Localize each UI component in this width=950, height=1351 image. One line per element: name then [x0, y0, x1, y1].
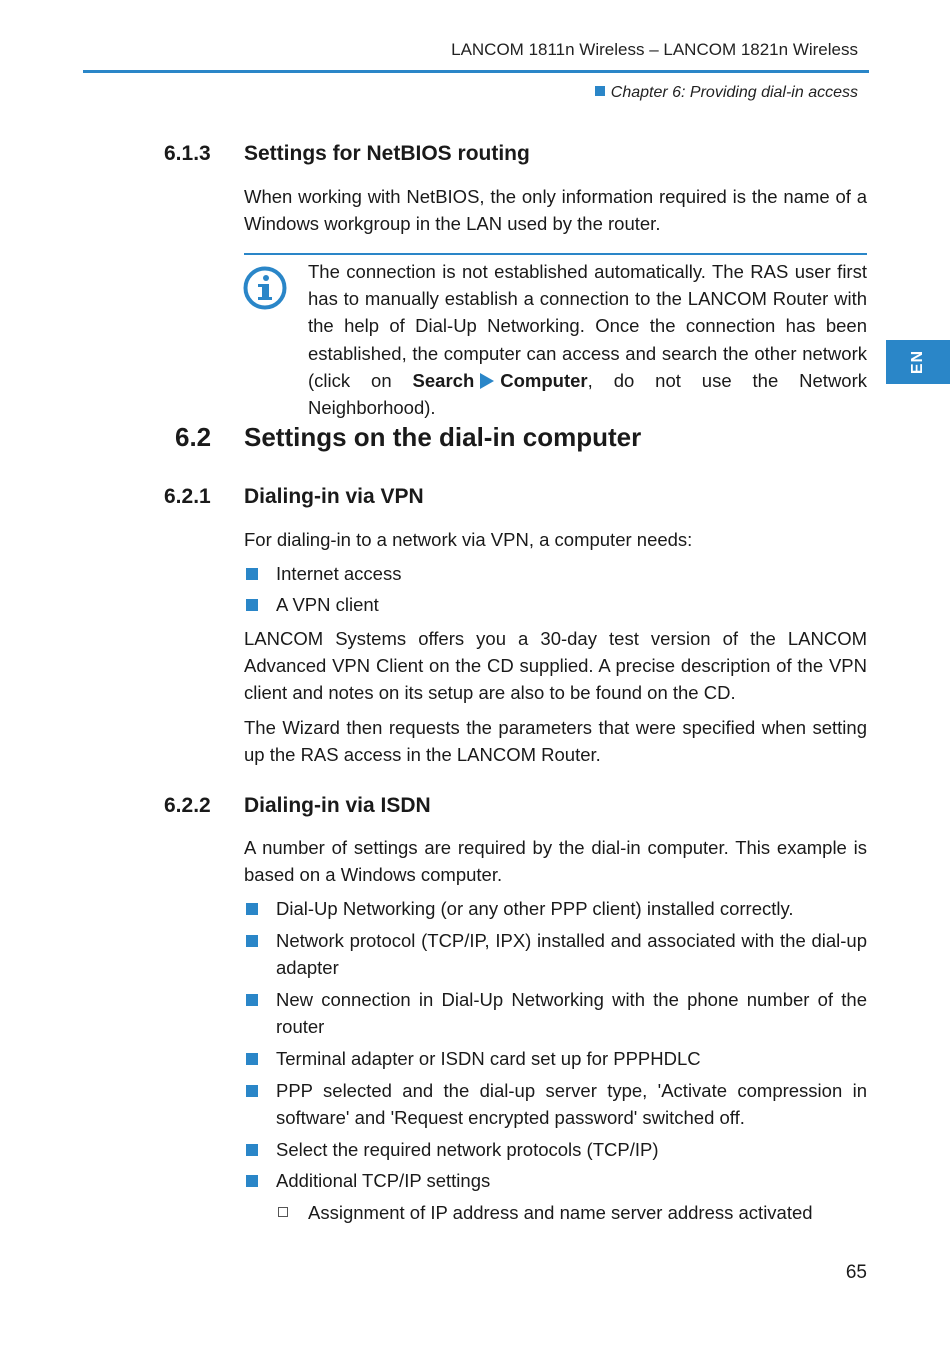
paragraph: When working with NetBIOS, the only information required is the name of a Windows workgroup in the LAN used by the router.	[244, 186, 867, 234]
list-item-text: Internet access	[276, 563, 402, 584]
note-text-end: , do not use the Network Neighborhood).	[308, 369, 868, 419]
bullet-square-icon	[246, 1085, 258, 1097]
running-header-chapter	[595, 84, 858, 102]
list-item-text: Dial-Up Networking (or any other PPP client) installed correctly.	[276, 898, 794, 919]
list-item	[244, 1167, 867, 1194]
list-item	[244, 895, 867, 922]
section-title: Dialing-in via VPN	[244, 485, 424, 508]
note-rule	[244, 253, 867, 255]
list-item-text: New connection in Dial-Up Networking with the phone number of the router	[276, 989, 867, 1037]
chapter-label: Chapter 6: Providing dial-in access	[610, 84, 858, 101]
paragraph: For dialing-in to a network via VPN, a computer needs:	[244, 529, 693, 550]
running-header-title: LANCOM 1811n Wireless – LANCOM 1821n Wireless	[451, 40, 858, 59]
section-number: 6.1.3	[164, 142, 211, 165]
list-item	[244, 1136, 867, 1163]
arrow-right-icon	[480, 373, 494, 389]
section-number: 6.2	[175, 422, 212, 452]
note-text-start: The connection is not established automatically. The RAS user first has to manually establish a connection to the LANCOM Router with the help of Dial-Up Networking. Once the connection has been established, the computer can access and search the other network (click on	[308, 261, 867, 391]
list-item-text: Select the required network protocols (TCP/IP)	[276, 1139, 659, 1160]
language-tab	[886, 340, 950, 384]
header-rule	[83, 70, 869, 73]
list-item	[244, 986, 867, 1040]
section-heading-6-2	[175, 422, 641, 453]
sub-list-item	[276, 1199, 867, 1226]
section-number: 6.2.1	[164, 485, 211, 508]
section-title: Dialing-in via ISDN	[244, 794, 431, 817]
note-text	[308, 258, 867, 421]
sub-list-item-text: Assignment of IP address and name server address activated	[308, 1202, 813, 1223]
list-item-text: Network protocol (TCP/IP, IPX) installed and associated with the dial-up adapter	[276, 930, 867, 978]
bullet-square-icon	[246, 1053, 258, 1065]
list-item	[244, 1077, 867, 1131]
paragraph: LANCOM Systems offers you a 30-day test version of the LANCOM Advanced VPN Client on the CD supplied. A precise description of the VPN client and notes on its setup are also to be found on the CD.	[244, 628, 867, 703]
bullet-square-icon	[246, 935, 258, 947]
list-item-text: Terminal adapter or ISDN card set up for PPPHDLC	[276, 1048, 701, 1069]
info-icon	[243, 266, 287, 310]
list-item	[244, 560, 867, 587]
bullet-square-icon	[246, 903, 258, 915]
bullet-square-icon	[246, 994, 258, 1006]
section-title: Settings on the dial-in computer	[244, 422, 642, 452]
hollow-square-icon	[278, 1207, 288, 1217]
menu-computer: Computer	[500, 369, 588, 391]
section-heading-6-1-3	[164, 142, 530, 166]
language-tab-label: EN	[909, 349, 926, 375]
menu-search: Search	[412, 369, 475, 391]
bullet-square-icon	[246, 1144, 258, 1156]
page-number: 65	[845, 1262, 867, 1283]
bullet-square-icon	[246, 599, 258, 611]
section-heading-6-2-2	[164, 794, 431, 818]
list-item	[244, 591, 867, 618]
section-heading-6-2-1	[164, 485, 424, 509]
section-number: 6.2.2	[164, 794, 211, 817]
paragraph: The Wizard then requests the parameters that were specified when setting up the RAS access in the LANCOM Router.	[244, 717, 867, 765]
list-item-text: Additional TCP/IP settings	[276, 1170, 491, 1191]
bullet-square-icon	[246, 568, 258, 580]
list-item	[244, 1045, 867, 1072]
paragraph: A number of settings are required by the dial-in computer. This example is based on a Windows computer.	[244, 837, 867, 885]
list-item-text: A VPN client	[276, 594, 379, 615]
chapter-square-icon	[595, 86, 605, 96]
bullet-square-icon	[246, 1175, 258, 1187]
list-item	[244, 927, 867, 981]
list-item-text: PPP selected and the dial-up server type, 'Activate compression in software' and 'Request encrypted password' switched off.	[276, 1080, 867, 1128]
section-title: Settings for NetBIOS routing	[244, 142, 530, 165]
